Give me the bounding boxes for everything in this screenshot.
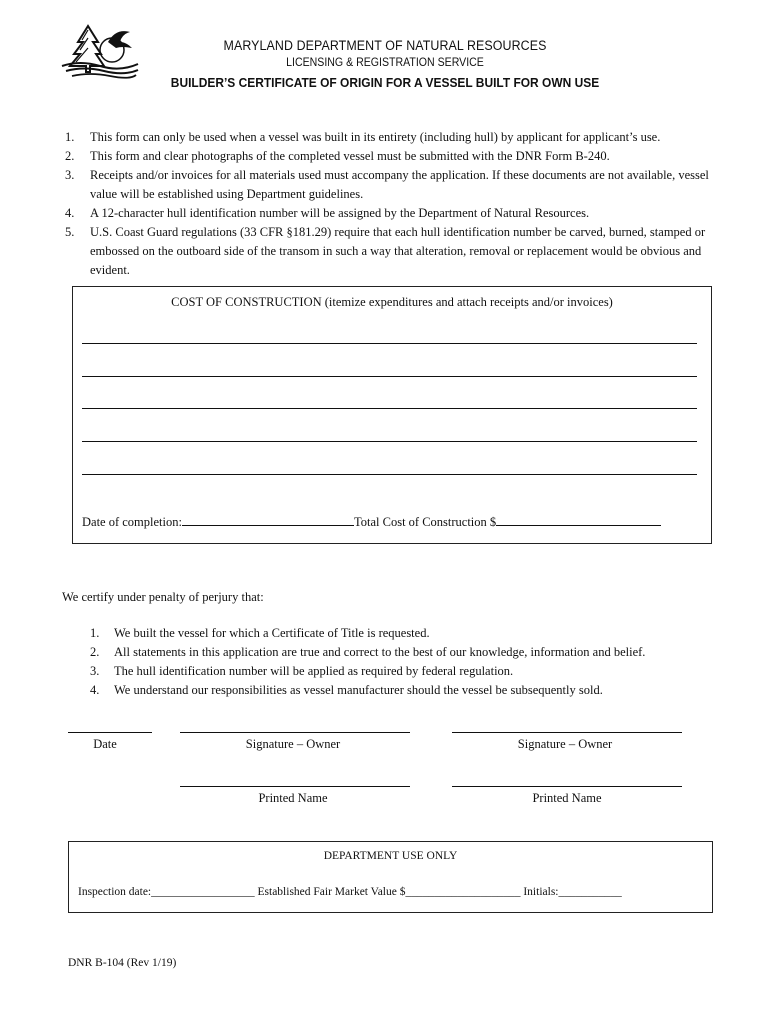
expenditure-line-5[interactable] bbox=[82, 474, 697, 475]
printed-name-line-1[interactable] bbox=[180, 786, 410, 787]
completion-row bbox=[82, 512, 661, 530]
total-cost-label: Total Cost of Construction $ bbox=[353, 515, 497, 529]
certification-item bbox=[90, 643, 730, 662]
expenditure-line-1[interactable] bbox=[82, 343, 697, 344]
cost-of-construction-title: COST OF CONSTRUCTION (itemize expenditures and attach receipts and/or invoices) bbox=[171, 295, 613, 309]
instruction-item bbox=[65, 128, 735, 147]
certification-list bbox=[90, 624, 730, 700]
instruction-item bbox=[65, 166, 735, 204]
date-of-completion-field[interactable] bbox=[182, 512, 354, 526]
certification-text: The hull identification number will be applied as required by federal regulation. bbox=[114, 664, 514, 678]
owner-signature-line-2[interactable] bbox=[452, 732, 682, 733]
item-number: 2. bbox=[65, 149, 75, 163]
item-number: 4. bbox=[65, 206, 75, 220]
signature-owner-label-2: Signature – Owner bbox=[517, 737, 613, 751]
form-title: BUILDER’S CERTIFICATE OF ORIGIN FOR A VESSEL BUILT FOR OWN USE bbox=[170, 75, 600, 90]
department-use-fields: Inspection date:__________________ Established Fair Market Value $____________________ Initials:___________ bbox=[78, 886, 622, 898]
instruction-text: This form can only be used when a vessel was built in its entirety (including hull) by applicant for applicant’s use. bbox=[90, 130, 661, 144]
certification-text: All statements in this application are true and correct to the best of our knowledge, information and belief. bbox=[114, 645, 646, 659]
certification-item bbox=[90, 681, 730, 700]
item-number: 1. bbox=[90, 626, 100, 640]
department-use-title: DEPARTMENT USE ONLY bbox=[323, 850, 458, 862]
printed-name-label-2: Printed Name bbox=[532, 791, 602, 805]
date-signature-line[interactable] bbox=[68, 732, 152, 733]
agency-name: MARYLAND DEPARTMENT OF NATURAL RESOURCES bbox=[223, 38, 547, 53]
item-number: 1. bbox=[65, 130, 75, 144]
date-label: Date bbox=[93, 737, 117, 751]
signature-owner-label-1: Signature – Owner bbox=[245, 737, 341, 751]
certification-text: We built the vessel for which a Certificate of Title is requested. bbox=[114, 626, 430, 640]
certification-item bbox=[90, 624, 730, 643]
certification-text: We understand our responsibilities as vessel manufacturer should the vessel be subsequently sold. bbox=[114, 683, 603, 697]
certification-intro: We certify under penalty of perjury that: bbox=[62, 590, 264, 604]
item-number: 4. bbox=[90, 683, 100, 697]
instruction-text: U.S. Coast Guard regulations (33 CFR §181.29) require that each hull identification number be carved, burned, stamped or embossed on the outboard side of the transom in such a way that alteration, removal or replacement would be obvious and evident. bbox=[90, 225, 706, 277]
item-number: 5. bbox=[65, 225, 75, 239]
instruction-item bbox=[65, 147, 735, 166]
expenditure-line-4[interactable] bbox=[82, 441, 697, 442]
instruction-text: Receipts and/or invoices for all materials used must accompany the application. If these documents are not available, vessel value will be established using Department guidelines. bbox=[90, 168, 709, 201]
item-number: 2. bbox=[90, 645, 100, 659]
cost-of-construction-box bbox=[72, 286, 712, 544]
service-name: LICENSING & REGISTRATION SERVICE bbox=[286, 57, 484, 69]
expenditure-line-2[interactable] bbox=[82, 376, 697, 377]
instruction-item bbox=[65, 223, 735, 280]
expenditure-line-3[interactable] bbox=[82, 408, 697, 409]
printed-name-label-1: Printed Name bbox=[258, 791, 328, 805]
owner-signature-line-1[interactable] bbox=[180, 732, 410, 733]
instruction-text: This form and clear photographs of the completed vessel must be submitted with the DNR Form B-240. bbox=[90, 149, 610, 163]
instruction-item bbox=[65, 204, 735, 223]
date-of-completion-label: Date of completion: bbox=[82, 515, 182, 529]
item-number: 3. bbox=[90, 664, 100, 678]
item-number: 3. bbox=[65, 168, 75, 182]
total-cost-field[interactable] bbox=[496, 512, 661, 526]
form-id: DNR B-104 (Rev 1/19) bbox=[68, 957, 177, 969]
printed-name-line-2[interactable] bbox=[452, 786, 682, 787]
instructions-list bbox=[65, 128, 735, 280]
certification-item bbox=[90, 662, 730, 681]
instruction-text: A 12-character hull identification number will be assigned by the Department of Natural Resources. bbox=[90, 206, 590, 220]
